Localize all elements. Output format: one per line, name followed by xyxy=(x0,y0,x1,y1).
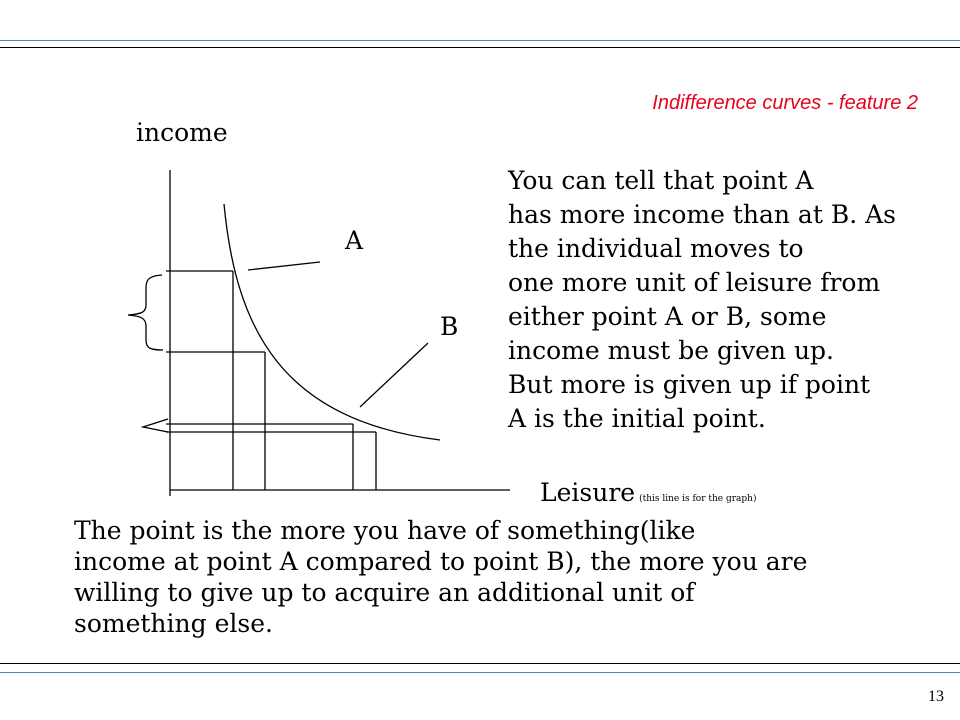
conclusion-line: income at point A compared to point B), the more you are xyxy=(74,547,808,576)
description-line: has more income than at B. As xyxy=(508,200,896,229)
description-line: either point A or B, some xyxy=(508,302,827,331)
description-line: income must be given up. xyxy=(508,336,834,365)
x-axis-label-group xyxy=(540,478,756,507)
description-line: You can tell that point A xyxy=(508,166,814,195)
pointer-line-a xyxy=(248,262,320,270)
description-line: one more unit of leisure from xyxy=(508,268,881,297)
page-number: 13 xyxy=(928,688,944,705)
point-b-label: B xyxy=(440,312,459,341)
conclusion-text xyxy=(74,515,954,639)
conclusion-line: something else. xyxy=(74,609,273,638)
description-line: A is the initial point. xyxy=(508,404,766,433)
conclusion-line: The point is the more you have of something(like xyxy=(74,516,696,545)
y-axis-label: income xyxy=(136,118,228,147)
bracket-large xyxy=(128,275,163,350)
slide-title: Indifference curves - feature 2 xyxy=(652,92,918,114)
x-axis-label: Leisure xyxy=(540,478,636,507)
description-text xyxy=(508,164,958,436)
description-line: But more is given up if point xyxy=(508,370,871,399)
x-axis-note: (this line is for the graph) xyxy=(639,494,757,504)
pointer-line-b xyxy=(360,343,428,407)
point-a-label: A xyxy=(345,226,364,255)
description-line: the individual moves to xyxy=(508,234,804,263)
bracket-small xyxy=(143,419,168,432)
indifference-curve xyxy=(224,204,440,440)
conclusion-line: willing to give up to acquire an additional unit of xyxy=(74,578,695,607)
